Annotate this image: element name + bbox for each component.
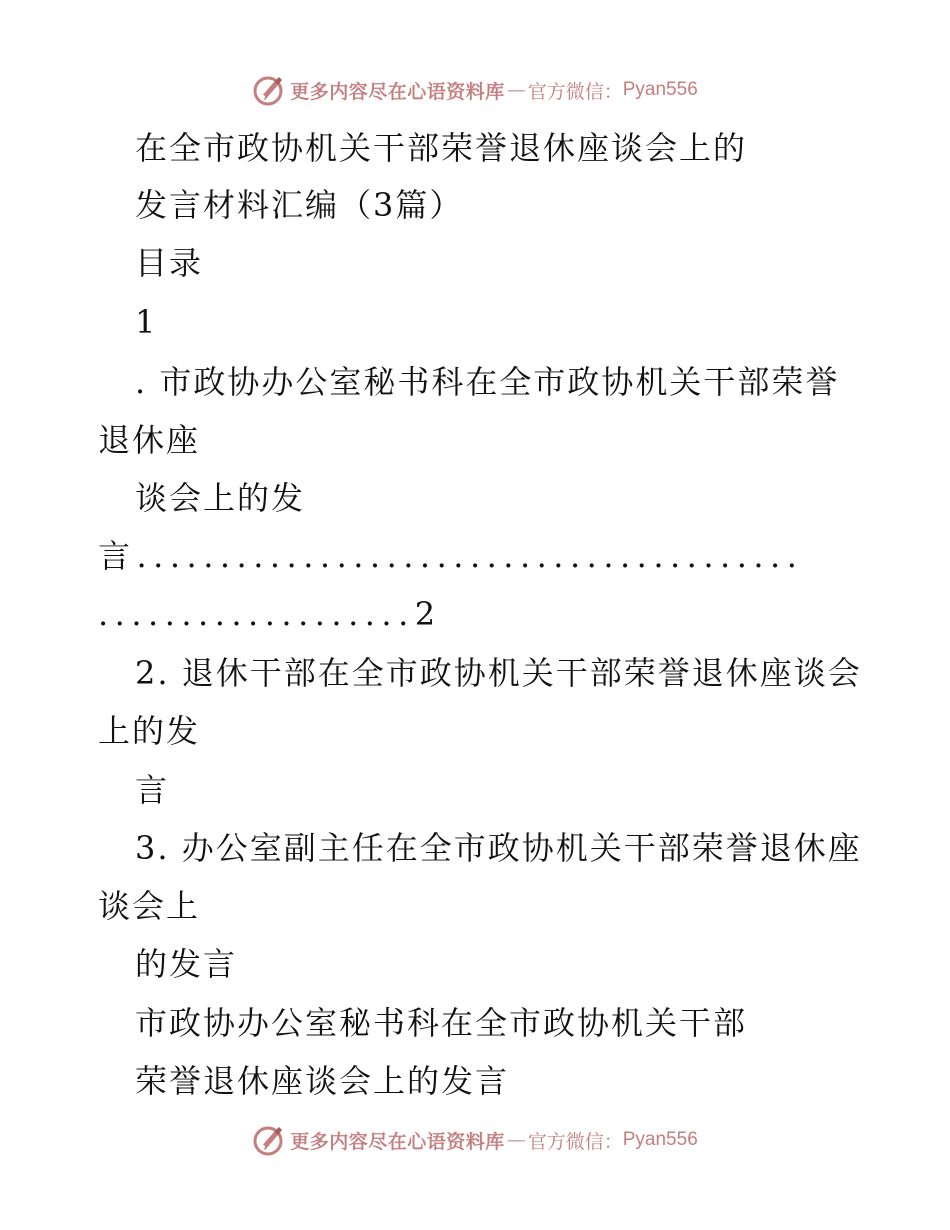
toc-item-1-number: 1 [135, 303, 158, 341]
banner-dash: — [506, 1129, 526, 1151]
toc-item-3-line-2: 谈会上 [98, 887, 201, 925]
section-title-line-2: 荣誉退休座谈会上的发言 [135, 1062, 510, 1100]
banner-wechat-id: Pyan556 [622, 79, 698, 100]
banner-dash: — [506, 79, 526, 101]
pen-logo-icon [252, 73, 286, 107]
toc-item-1-page: ...................2 [98, 595, 442, 633]
toc-item-1-line-2: 退休座 [98, 421, 201, 459]
toc-item-1-line-3: 谈会上的发 [135, 479, 306, 517]
toc-item-1-line-1: . 市政协办公室秘书科在全市政协机关干部荣誉 [135, 363, 840, 401]
doc-title-line-1: 在全市政协机关干部荣誉退休座谈会上的 [135, 129, 748, 167]
toc-item-3-line-1: 3. 办公室副主任在全市政协机关干部荣誉退休座 [135, 829, 862, 867]
banner-slogan: 更多内容尽在心语资料库 [290, 80, 505, 103]
doc-title-line-2: 发言材料汇编（3篇） [135, 186, 464, 224]
toc-item-2-line-2: 上的发 [98, 712, 201, 750]
banner-wechat-id: Pyan556 [622, 1129, 698, 1150]
banner-slogan: 更多内容尽在心语资料库 [290, 1130, 505, 1153]
toc-item-1-line-4: 言........................................ [98, 537, 804, 575]
banner-wechat-label: 官方微信： [527, 80, 623, 103]
toc-item-2-line-3: 言 [135, 771, 170, 809]
banner-wechat-label: 官方微信： [527, 1130, 623, 1153]
toc-heading: 目录 [135, 244, 204, 282]
footer-watermark-banner [0, 1120, 950, 1160]
toc-item-2-line-1: 2. 退休干部在全市政协机关干部荣誉退休座谈会 [135, 654, 862, 692]
pen-logo-icon [252, 1123, 286, 1157]
toc-item-3-line-3: 的发言 [135, 945, 238, 983]
header-watermark-banner [0, 70, 950, 110]
section-title-line-1: 市政协办公室秘书科在全市政协机关干部 [135, 1004, 748, 1042]
